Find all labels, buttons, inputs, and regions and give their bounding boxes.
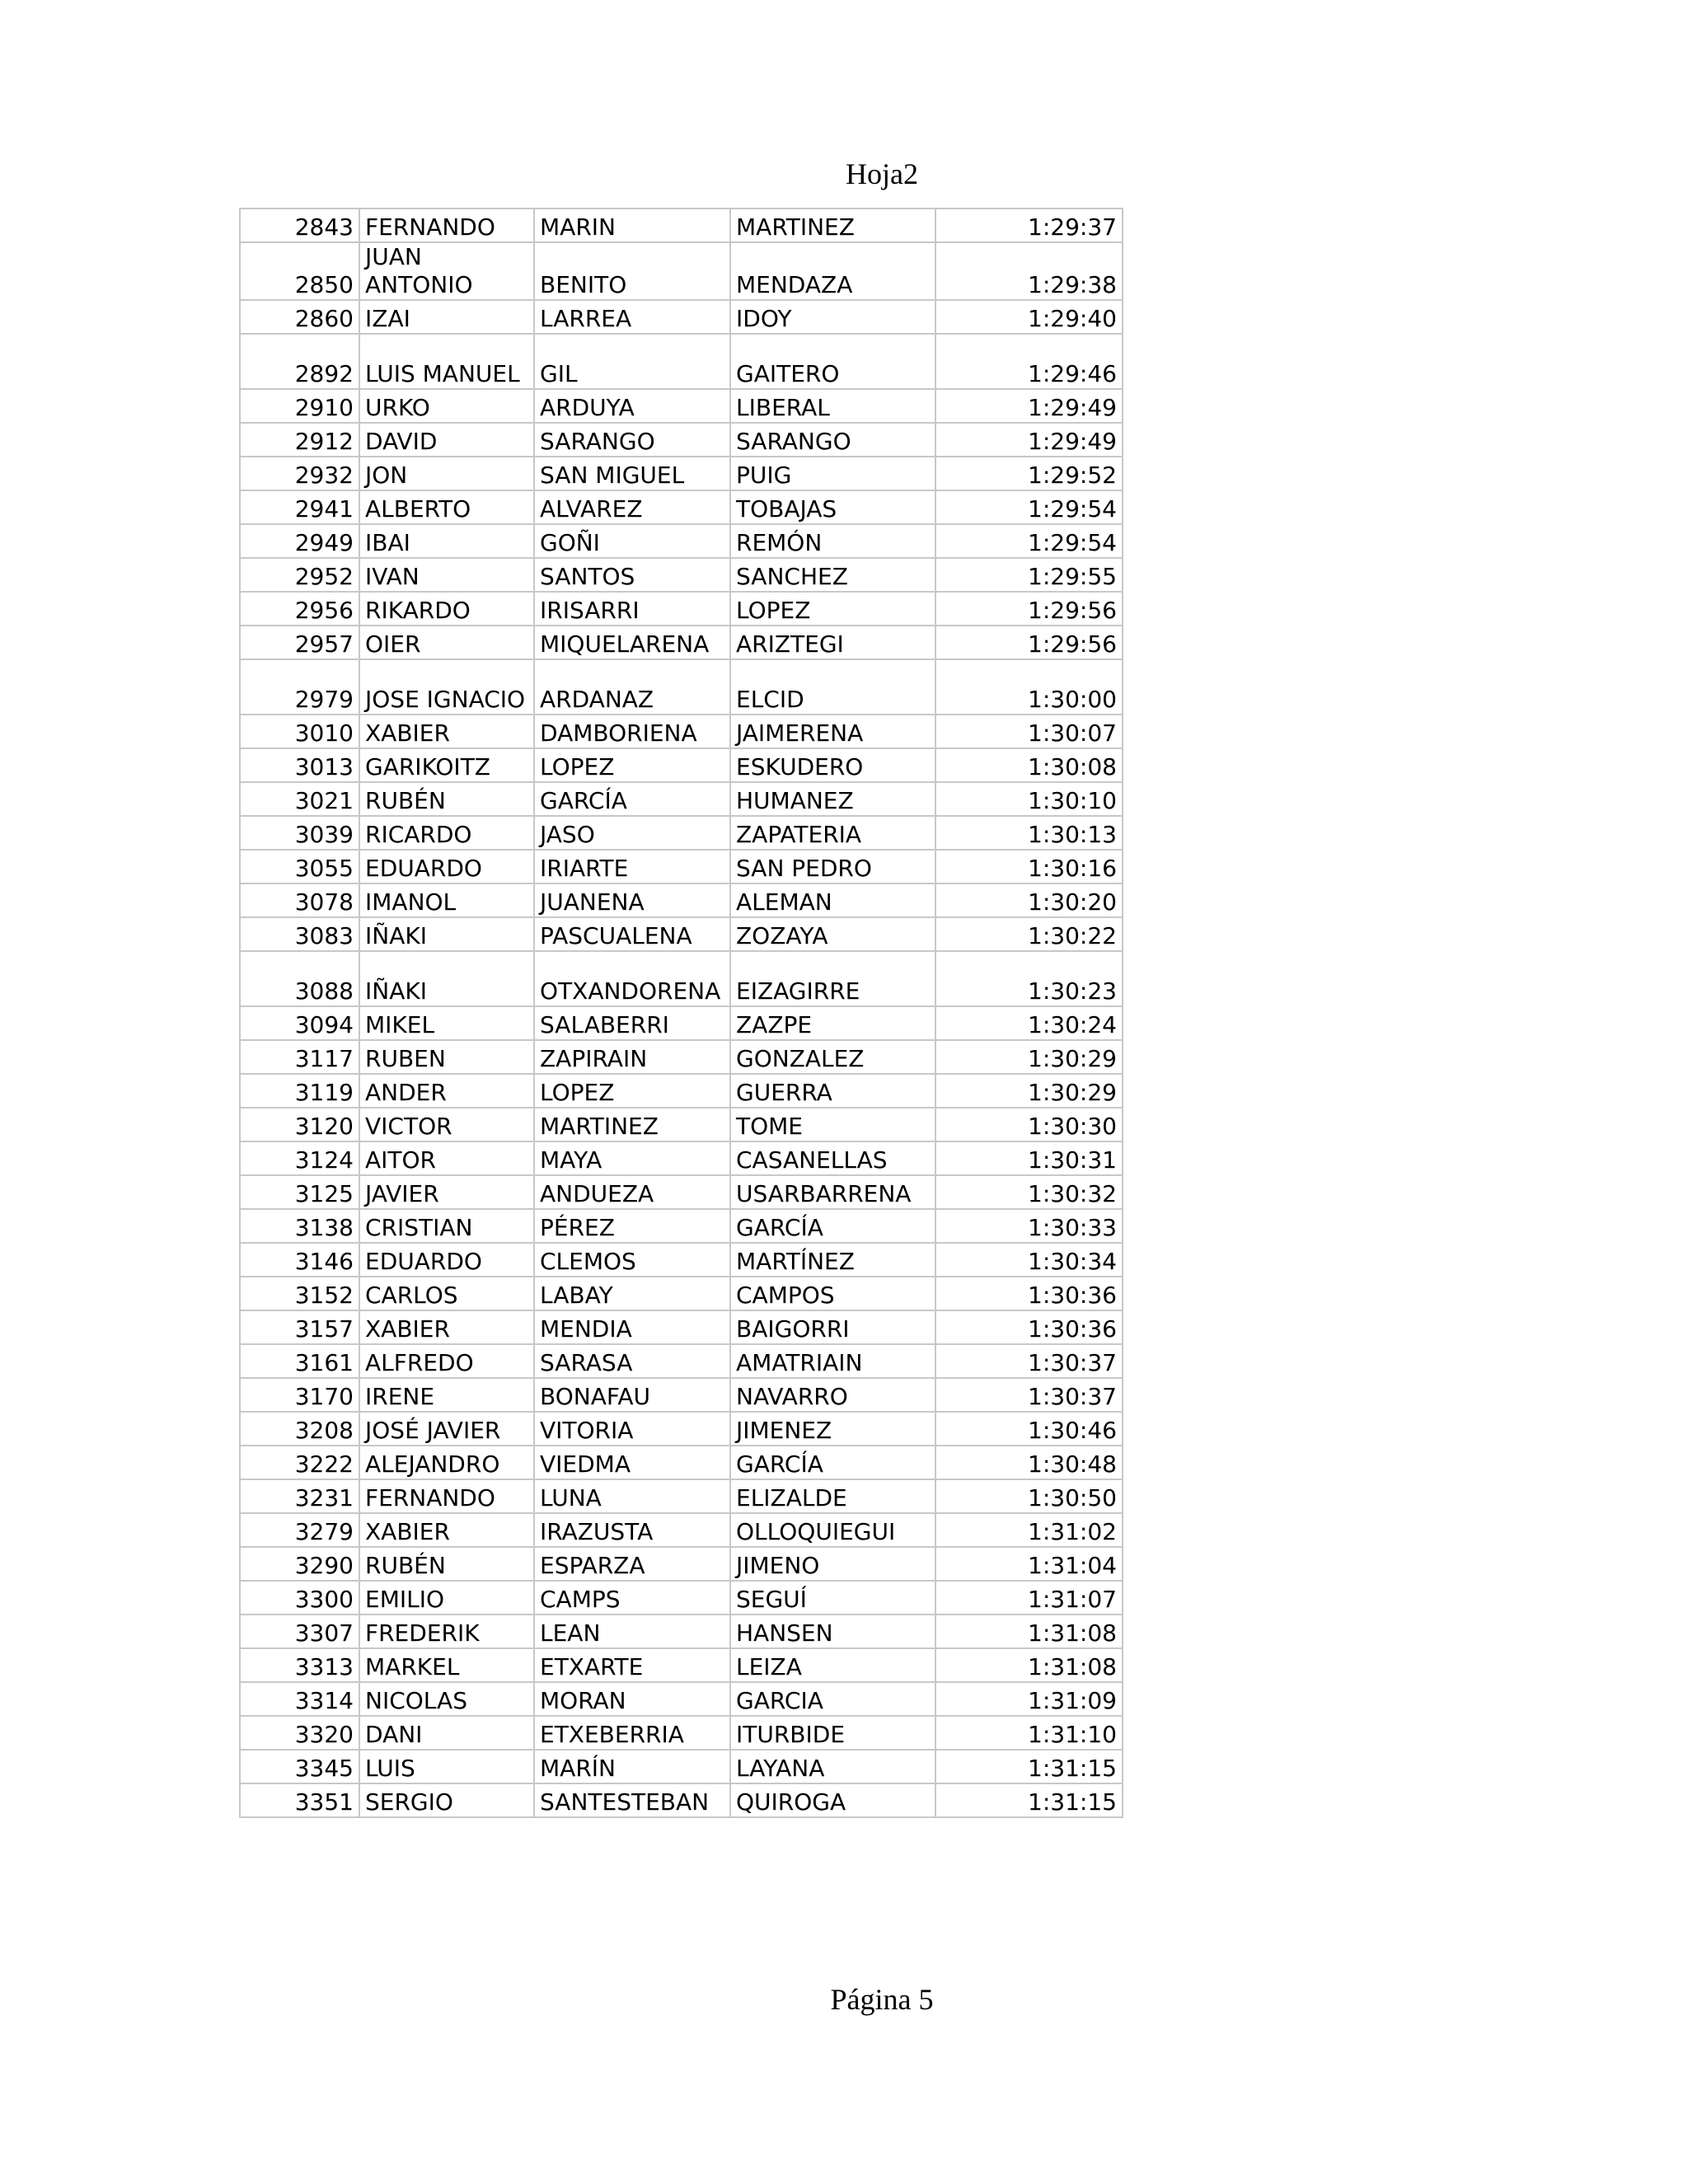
first-surname-cell: IRAZUSTA <box>534 1513 730 1547</box>
table-row <box>240 1716 1123 1750</box>
table-row <box>240 1040 1123 1074</box>
second-surname-cell: SAN PEDRO <box>730 850 935 883</box>
finish-time-cell: 1:29:56 <box>935 592 1123 626</box>
first-name-cell: ALBERTO <box>359 490 534 524</box>
finish-time-cell: 1:30:32 <box>935 1175 1123 1209</box>
first-name-cell: AITOR <box>359 1141 534 1175</box>
second-surname-cell: REMÓN <box>730 524 935 558</box>
runner-number-cell: 3078 <box>240 883 359 917</box>
finish-time-cell: 1:30:07 <box>935 715 1123 748</box>
finish-time-cell: 1:30:10 <box>935 782 1123 816</box>
second-surname-cell: JIMENO <box>730 1547 935 1581</box>
table-row <box>240 883 1123 917</box>
runner-number-cell: 3208 <box>240 1412 359 1446</box>
second-surname-cell: TOME <box>730 1108 935 1141</box>
second-surname-cell: JAIMERENA <box>730 715 935 748</box>
finish-time-cell: 1:29:37 <box>935 209 1123 242</box>
first-surname-cell: ARDANAZ <box>534 659 730 715</box>
first-name-cell: ALFREDO <box>359 1344 534 1378</box>
finish-time-cell: 1:31:15 <box>935 1783 1123 1817</box>
runner-number-cell: 3222 <box>240 1446 359 1479</box>
second-surname-cell: ARIZTEGI <box>730 626 935 659</box>
first-name-cell: GARIKOITZ <box>359 748 534 782</box>
runner-number-cell: 3013 <box>240 748 359 782</box>
first-surname-cell: ANDUEZA <box>534 1175 730 1209</box>
finish-time-cell: 1:30:22 <box>935 917 1123 951</box>
first-surname-cell: ETXARTE <box>534 1648 730 1682</box>
table-row <box>240 850 1123 883</box>
first-name-cell: RIKARDO <box>359 592 534 626</box>
first-surname-cell: ALVAREZ <box>534 490 730 524</box>
runner-number-cell: 2850 <box>240 242 359 300</box>
runner-number-cell: 3314 <box>240 1682 359 1716</box>
first-name-cell: EDUARDO <box>359 1243 534 1277</box>
page-header: Hoja2 <box>846 157 918 190</box>
table-row <box>240 457 1123 490</box>
table-row <box>240 626 1123 659</box>
finish-time-cell: 1:30:36 <box>935 1310 1123 1344</box>
runner-number-cell: 2979 <box>240 659 359 715</box>
second-surname-cell: ZOZAYA <box>730 917 935 951</box>
results-table-body <box>240 209 1123 1817</box>
first-surname-cell: JUANENA <box>534 883 730 917</box>
second-surname-cell: GONZALEZ <box>730 1040 935 1074</box>
second-surname-cell: NAVARRO <box>730 1378 935 1412</box>
finish-time-cell: 1:31:08 <box>935 1648 1123 1682</box>
second-surname-cell: GARCIA <box>730 1682 935 1716</box>
finish-time-cell: 1:30:16 <box>935 850 1123 883</box>
second-surname-cell: BAIGORRI <box>730 1310 935 1344</box>
finish-time-cell: 1:30:37 <box>935 1344 1123 1378</box>
table-row <box>240 558 1123 592</box>
finish-time-cell: 1:30:36 <box>935 1277 1123 1310</box>
finish-time-cell: 1:29:40 <box>935 300 1123 334</box>
finish-time-cell: 1:30:29 <box>935 1040 1123 1074</box>
finish-time-cell: 1:30:24 <box>935 1006 1123 1040</box>
runner-number-cell: 2860 <box>240 300 359 334</box>
first-surname-cell: SALABERRI <box>534 1006 730 1040</box>
table-row <box>240 1074 1123 1108</box>
first-surname-cell: MAYA <box>534 1141 730 1175</box>
table-row <box>240 1378 1123 1412</box>
second-surname-cell: HUMANEZ <box>730 782 935 816</box>
runner-number-cell: 3307 <box>240 1615 359 1648</box>
first-name-cell: JON <box>359 457 534 490</box>
first-surname-cell: SANTESTEBAN <box>534 1783 730 1817</box>
second-surname-cell: ELCID <box>730 659 935 715</box>
first-name-cell: SERGIO <box>359 1783 534 1817</box>
table-row <box>240 1513 1123 1547</box>
finish-time-cell: 1:30:31 <box>935 1141 1123 1175</box>
first-name-cell: CRISTIAN <box>359 1209 534 1243</box>
first-name-cell: IRENE <box>359 1378 534 1412</box>
table-row <box>240 1209 1123 1243</box>
second-surname-cell: MENDAZA <box>730 242 935 300</box>
runner-number-cell: 3320 <box>240 1716 359 1750</box>
second-surname-cell: ESKUDERO <box>730 748 935 782</box>
first-surname-cell: LOPEZ <box>534 748 730 782</box>
first-name-cell: XABIER <box>359 1310 534 1344</box>
runner-number-cell: 3138 <box>240 1209 359 1243</box>
first-name-cell: RUBÉN <box>359 782 534 816</box>
runner-number-cell: 3290 <box>240 1547 359 1581</box>
first-name-cell: NICOLAS <box>359 1682 534 1716</box>
runner-number-cell: 3125 <box>240 1175 359 1209</box>
first-surname-cell: SANTOS <box>534 558 730 592</box>
table-row <box>240 300 1123 334</box>
runner-number-cell: 2910 <box>240 389 359 423</box>
finish-time-cell: 1:30:20 <box>935 883 1123 917</box>
table-row <box>240 1648 1123 1682</box>
results-table <box>239 208 1123 1818</box>
finish-time-cell: 1:31:02 <box>935 1513 1123 1547</box>
finish-time-cell: 1:29:54 <box>935 490 1123 524</box>
first-name-cell: EDUARDO <box>359 850 534 883</box>
table-row <box>240 423 1123 457</box>
runner-number-cell: 2932 <box>240 457 359 490</box>
first-surname-cell: MIQUELARENA <box>534 626 730 659</box>
finish-time-cell: 1:30:13 <box>935 816 1123 850</box>
finish-time-cell: 1:30:30 <box>935 1108 1123 1141</box>
table-row <box>240 1310 1123 1344</box>
first-surname-cell: LEAN <box>534 1615 730 1648</box>
table-row <box>240 209 1123 242</box>
table-row <box>240 592 1123 626</box>
finish-time-cell: 1:30:08 <box>935 748 1123 782</box>
runner-number-cell: 3161 <box>240 1344 359 1378</box>
second-surname-cell: ELIZALDE <box>730 1479 935 1513</box>
table-row <box>240 1446 1123 1479</box>
runner-number-cell: 2892 <box>240 334 359 389</box>
second-surname-cell: MARTINEZ <box>730 209 935 242</box>
finish-time-cell: 1:31:08 <box>935 1615 1123 1648</box>
table-row <box>240 1783 1123 1817</box>
table-row <box>240 1108 1123 1141</box>
first-name-cell: ANDER <box>359 1074 534 1108</box>
second-surname-cell: USARBARRENA <box>730 1175 935 1209</box>
table-row <box>240 1581 1123 1615</box>
first-surname-cell: MARTINEZ <box>534 1108 730 1141</box>
first-name-cell: EMILIO <box>359 1581 534 1615</box>
first-surname-cell: LABAY <box>534 1277 730 1310</box>
table-row <box>240 951 1123 1006</box>
table-row <box>240 1175 1123 1209</box>
second-surname-cell: GARCÍA <box>730 1209 935 1243</box>
table-row <box>240 1750 1123 1783</box>
first-name-cell: CARLOS <box>359 1277 534 1310</box>
table-row <box>240 1682 1123 1716</box>
runner-number-cell: 3170 <box>240 1378 359 1412</box>
first-surname-cell: BONAFAU <box>534 1378 730 1412</box>
first-surname-cell: OTXANDORENA <box>534 951 730 1006</box>
finish-time-cell: 1:29:56 <box>935 626 1123 659</box>
second-surname-cell: ZAZPE <box>730 1006 935 1040</box>
second-surname-cell: LIBERAL <box>730 389 935 423</box>
first-surname-cell: MENDIA <box>534 1310 730 1344</box>
first-surname-cell: LOPEZ <box>534 1074 730 1108</box>
first-surname-cell: ZAPIRAIN <box>534 1040 730 1074</box>
runner-number-cell: 3120 <box>240 1108 359 1141</box>
first-surname-cell: GARCÍA <box>534 782 730 816</box>
finish-time-cell: 1:29:46 <box>935 334 1123 389</box>
first-surname-cell: CLEMOS <box>534 1243 730 1277</box>
table-row <box>240 1412 1123 1446</box>
finish-time-cell: 1:29:49 <box>935 389 1123 423</box>
finish-time-cell: 1:29:49 <box>935 423 1123 457</box>
first-name-cell: ALEJANDRO <box>359 1446 534 1479</box>
first-surname-cell: BENITO <box>534 242 730 300</box>
first-name-cell: FREDERIK <box>359 1615 534 1648</box>
finish-time-cell: 1:30:23 <box>935 951 1123 1006</box>
first-name-cell: VICTOR <box>359 1108 534 1141</box>
runner-number-cell: 3351 <box>240 1783 359 1817</box>
second-surname-cell: ZAPATERIA <box>730 816 935 850</box>
table-row <box>240 334 1123 389</box>
first-name-cell: IZAI <box>359 300 534 334</box>
second-surname-cell: LAYANA <box>730 1750 935 1783</box>
second-surname-cell: TOBAJAS <box>730 490 935 524</box>
second-surname-cell: LOPEZ <box>730 592 935 626</box>
table-row <box>240 748 1123 782</box>
second-surname-cell: QUIROGA <box>730 1783 935 1817</box>
first-name-cell: IÑAKI <box>359 951 534 1006</box>
first-name-cell: JAVIER <box>359 1175 534 1209</box>
runner-number-cell: 3021 <box>240 782 359 816</box>
first-name-cell: DANI <box>359 1716 534 1750</box>
first-name-cell: FERNANDO <box>359 1479 534 1513</box>
first-surname-cell: PÉREZ <box>534 1209 730 1243</box>
runner-number-cell: 3279 <box>240 1513 359 1547</box>
runner-number-cell: 3083 <box>240 917 359 951</box>
finish-time-cell: 1:29:55 <box>935 558 1123 592</box>
first-name-cell: RUBÉN <box>359 1547 534 1581</box>
first-name-cell: MARKEL <box>359 1648 534 1682</box>
runner-number-cell: 2957 <box>240 626 359 659</box>
finish-time-cell: 1:30:37 <box>935 1378 1123 1412</box>
finish-time-cell: 1:31:15 <box>935 1750 1123 1783</box>
second-surname-cell: GAITERO <box>730 334 935 389</box>
table-row <box>240 1344 1123 1378</box>
runner-number-cell: 3313 <box>240 1648 359 1682</box>
first-name-cell: IÑAKI <box>359 917 534 951</box>
first-surname-cell: DAMBORIENA <box>534 715 730 748</box>
first-name-cell: URKO <box>359 389 534 423</box>
table-row <box>240 490 1123 524</box>
second-surname-cell: GARCÍA <box>730 1446 935 1479</box>
table-row <box>240 1615 1123 1648</box>
runner-number-cell: 2952 <box>240 558 359 592</box>
first-name-cell: LUIS <box>359 1750 534 1783</box>
runner-number-cell: 3039 <box>240 816 359 850</box>
finish-time-cell: 1:30:48 <box>935 1446 1123 1479</box>
first-surname-cell: VIEDMA <box>534 1446 730 1479</box>
first-surname-cell: ETXEBERRIA <box>534 1716 730 1750</box>
first-surname-cell: SARANGO <box>534 423 730 457</box>
table-row <box>240 1141 1123 1175</box>
second-surname-cell: OLLOQUIEGUI <box>730 1513 935 1547</box>
second-surname-cell: JIMENEZ <box>730 1412 935 1446</box>
runner-number-cell: 3088 <box>240 951 359 1006</box>
table-row <box>240 715 1123 748</box>
first-surname-cell: GIL <box>534 334 730 389</box>
first-surname-cell: VITORIA <box>534 1412 730 1446</box>
runner-number-cell: 3124 <box>240 1141 359 1175</box>
finish-time-cell: 1:30:34 <box>935 1243 1123 1277</box>
table-row <box>240 1006 1123 1040</box>
table-row <box>240 782 1123 816</box>
finish-time-cell: 1:31:10 <box>935 1716 1123 1750</box>
second-surname-cell: PUIG <box>730 457 935 490</box>
first-surname-cell: SARASA <box>534 1344 730 1378</box>
second-surname-cell: GUERRA <box>730 1074 935 1108</box>
second-surname-cell: AMATRIAIN <box>730 1344 935 1378</box>
runner-number-cell: 3231 <box>240 1479 359 1513</box>
first-surname-cell: CAMPS <box>534 1581 730 1615</box>
first-name-cell: JUAN ANTONIO <box>359 242 534 300</box>
second-surname-cell: HANSEN <box>730 1615 935 1648</box>
second-surname-cell: IDOY <box>730 300 935 334</box>
first-name-cell: XABIER <box>359 1513 534 1547</box>
first-name-cell: XABIER <box>359 715 534 748</box>
first-name-cell: IMANOL <box>359 883 534 917</box>
page-footer: Página 5 <box>830 1983 934 2016</box>
finish-time-cell: 1:30:29 <box>935 1074 1123 1108</box>
first-surname-cell: LUNA <box>534 1479 730 1513</box>
first-surname-cell: SAN MIGUEL <box>534 457 730 490</box>
runner-number-cell: 3300 <box>240 1581 359 1615</box>
second-surname-cell: LEIZA <box>730 1648 935 1682</box>
finish-time-cell: 1:31:04 <box>935 1547 1123 1581</box>
first-name-cell: IBAI <box>359 524 534 558</box>
runner-number-cell: 3345 <box>240 1750 359 1783</box>
finish-time-cell: 1:29:38 <box>935 242 1123 300</box>
first-surname-cell: MARÍN <box>534 1750 730 1783</box>
finish-time-cell: 1:29:54 <box>935 524 1123 558</box>
runner-number-cell: 3157 <box>240 1310 359 1344</box>
first-surname-cell: MORAN <box>534 1682 730 1716</box>
first-surname-cell: LARREA <box>534 300 730 334</box>
runner-number-cell: 2912 <box>240 423 359 457</box>
first-surname-cell: IRIARTE <box>534 850 730 883</box>
runner-number-cell: 2843 <box>240 209 359 242</box>
first-name-cell: FERNANDO <box>359 209 534 242</box>
finish-time-cell: 1:31:07 <box>935 1581 1123 1615</box>
table-row <box>240 659 1123 715</box>
first-surname-cell: JASO <box>534 816 730 850</box>
runner-number-cell: 3119 <box>240 1074 359 1108</box>
runner-number-cell: 3117 <box>240 1040 359 1074</box>
first-surname-cell: MARIN <box>534 209 730 242</box>
second-surname-cell: MARTÍNEZ <box>730 1243 935 1277</box>
table-row <box>240 1277 1123 1310</box>
runner-number-cell: 2956 <box>240 592 359 626</box>
table-row <box>240 1479 1123 1513</box>
first-surname-cell: IRISARRI <box>534 592 730 626</box>
first-name-cell: JOSÉ JAVIER <box>359 1412 534 1446</box>
table-row <box>240 242 1123 300</box>
runner-number-cell: 2949 <box>240 524 359 558</box>
table-row <box>240 524 1123 558</box>
runner-number-cell: 2941 <box>240 490 359 524</box>
finish-time-cell: 1:31:09 <box>935 1682 1123 1716</box>
first-surname-cell: ARDUYA <box>534 389 730 423</box>
runner-number-cell: 3152 <box>240 1277 359 1310</box>
table-row <box>240 389 1123 423</box>
runner-number-cell: 3146 <box>240 1243 359 1277</box>
runner-number-cell: 3094 <box>240 1006 359 1040</box>
first-name-cell: LUIS MANUEL <box>359 334 534 389</box>
first-name-cell: MIKEL <box>359 1006 534 1040</box>
finish-time-cell: 1:30:50 <box>935 1479 1123 1513</box>
first-surname-cell: GOÑI <box>534 524 730 558</box>
finish-time-cell: 1:30:46 <box>935 1412 1123 1446</box>
table-row <box>240 1243 1123 1277</box>
second-surname-cell: CASANELLAS <box>730 1141 935 1175</box>
runner-number-cell: 3010 <box>240 715 359 748</box>
first-name-cell: IVAN <box>359 558 534 592</box>
table-row <box>240 816 1123 850</box>
finish-time-cell: 1:30:33 <box>935 1209 1123 1243</box>
first-name-cell: DAVID <box>359 423 534 457</box>
first-name-cell: RICARDO <box>359 816 534 850</box>
runner-number-cell: 3055 <box>240 850 359 883</box>
first-name-cell: OIER <box>359 626 534 659</box>
first-name-cell: JOSE IGNACIO <box>359 659 534 715</box>
first-surname-cell: PASCUALENA <box>534 917 730 951</box>
first-name-cell: RUBEN <box>359 1040 534 1074</box>
second-surname-cell: ALEMAN <box>730 883 935 917</box>
second-surname-cell: CAMPOS <box>730 1277 935 1310</box>
table-row <box>240 917 1123 951</box>
second-surname-cell: SARANGO <box>730 423 935 457</box>
first-surname-cell: ESPARZA <box>534 1547 730 1581</box>
table-row <box>240 1547 1123 1581</box>
finish-time-cell: 1:30:00 <box>935 659 1123 715</box>
second-surname-cell: SEGUÍ <box>730 1581 935 1615</box>
second-surname-cell: SANCHEZ <box>730 558 935 592</box>
second-surname-cell: ITURBIDE <box>730 1716 935 1750</box>
finish-time-cell: 1:29:52 <box>935 457 1123 490</box>
second-surname-cell: EIZAGIRRE <box>730 951 935 1006</box>
